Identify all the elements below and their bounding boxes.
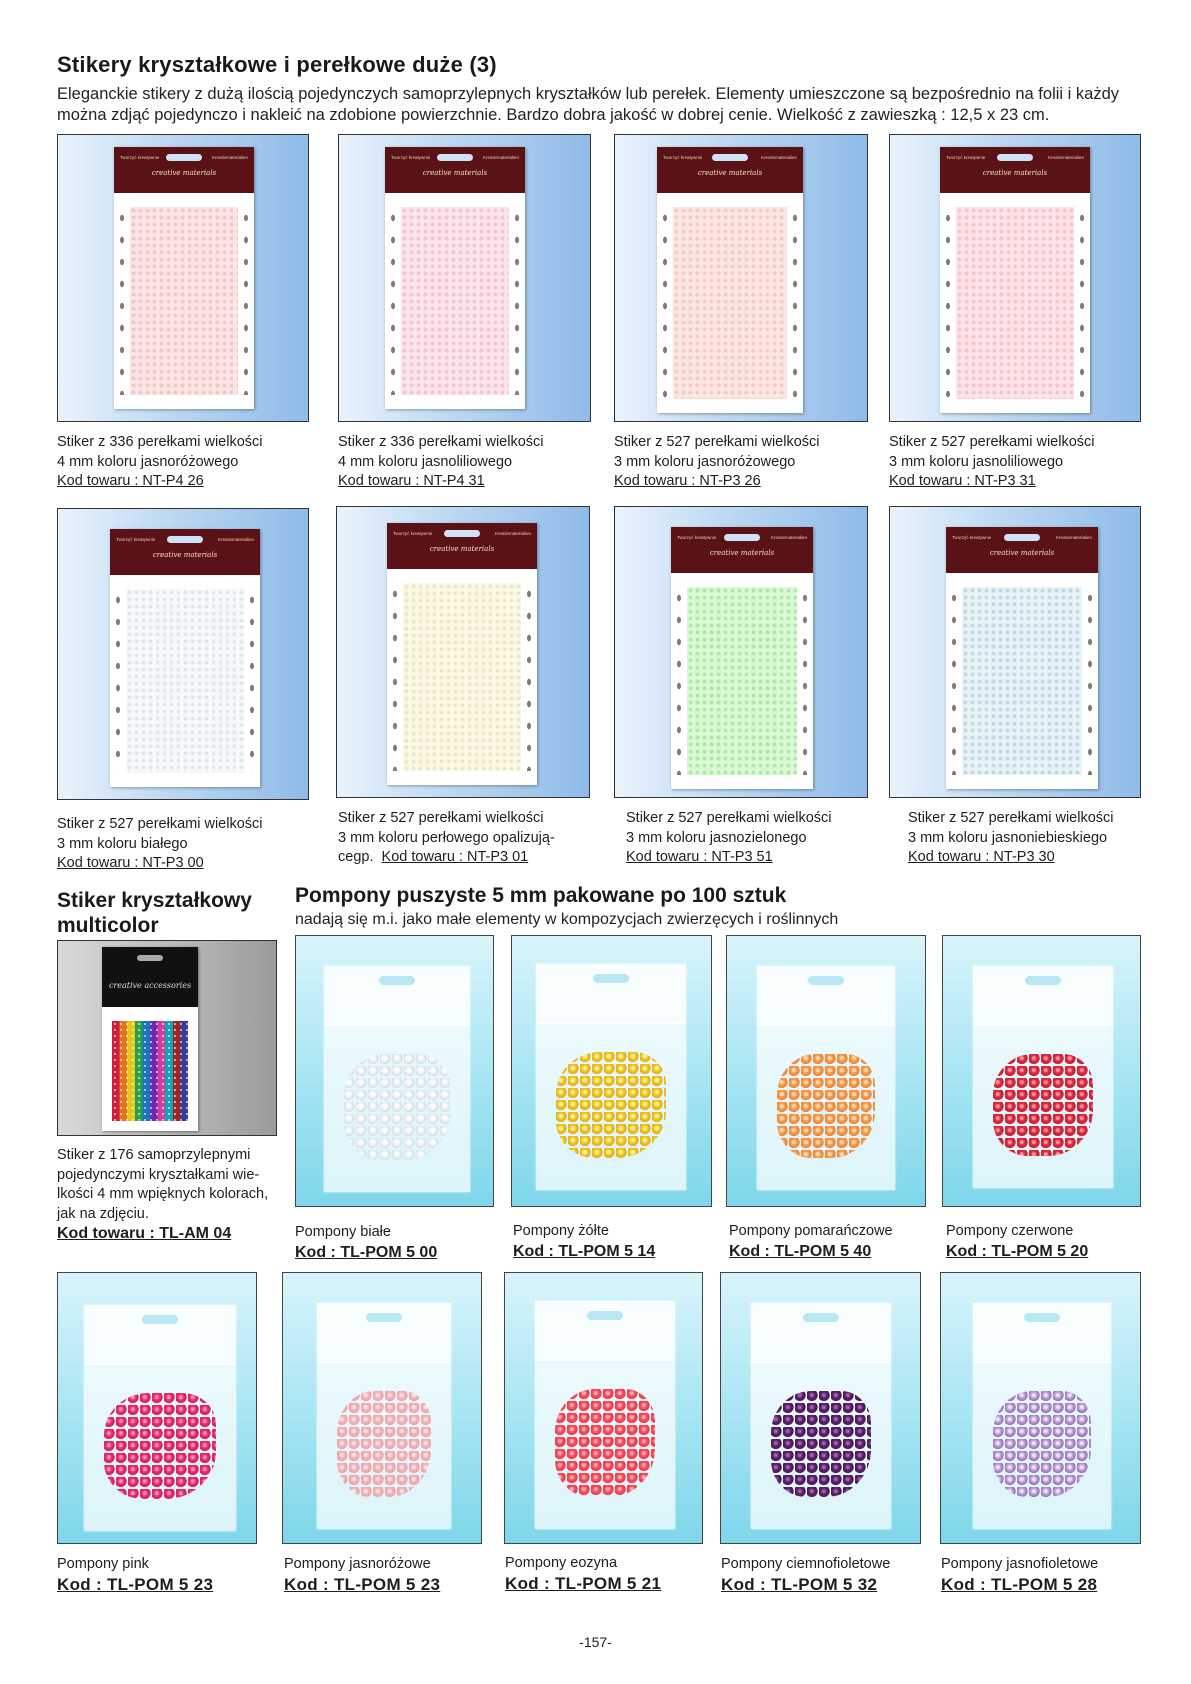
pompon-caption [729,1222,893,1261]
pompon-caption [941,1555,1098,1594]
product-code: Kod : TL-POM 5 23 [57,1574,214,1594]
caption-line: Stiker z 527 perełkami wielkości [626,810,832,826]
caption-line: 3 mm koloru jasnoróżowego [614,453,796,470]
pompon-caption [946,1222,1088,1261]
caption-line: Pompony jasnofioletowe [941,1556,1099,1572]
intro-text [57,84,1137,126]
pompon-bag [317,1303,451,1529]
sticker-photo [57,508,309,800]
caption-line: 3 mm koloru jasnozielonego [626,829,807,846]
multicolor-title [57,888,252,938]
pompon-photo [511,935,712,1207]
caption-line: Pompony pomarańczowe [729,1223,893,1239]
pearl-sheet [403,583,521,771]
pompon-bag [751,1303,891,1529]
product-code: Kod towaru : NT-P3 00 [57,855,204,871]
sticker-photo [889,134,1141,422]
pompon-bag [324,966,470,1192]
package-brand: creative materials [982,169,1048,177]
sticker-caption [57,815,263,874]
pompon-caption [721,1555,890,1594]
pompon-balls [993,1054,1093,1156]
intro-line: Eleganckie stikery z dużą ilością pojedynczych samoprzylepnych kryształków lub perełek. Elementy umieszczone są bezpośrednio na folii i każdy [57,85,1120,103]
sticker-caption [626,809,832,868]
pompon-balls [993,1391,1091,1497]
package-brand: creative materials [989,549,1055,557]
pearl-sheet [130,207,238,395]
caption-line: Stiker z 176 samoprzylepnymi [57,1147,251,1163]
pompon-balls [556,1052,666,1158]
pompon-bag [973,1303,1111,1529]
product-code: Kod : TL-POM 5 28 [941,1574,1098,1594]
pompon-caption [505,1554,661,1593]
caption-line: 3 mm koloru perłowego opalizują- [338,829,555,846]
caption-line: cegp. [338,849,374,865]
product-code: Kod : TL-POM 5 20 [946,1242,1089,1260]
pompony-subtitle: nadają się m.i. jako małe elementy w kompozycjach zwierzęcych i roślinnych [295,911,839,928]
pompon-balls [777,1054,875,1158]
pompon-bag [84,1305,236,1531]
product-code: Kod : TL-POM 5 23 [284,1574,441,1594]
sticker-package: Tworzyć kreatywnie Kreativmaterialien creative materials [387,523,537,785]
pompon-bag [973,966,1113,1188]
multicolor-photo [57,940,277,1136]
caption-line: Pompony jasnoróżowe [284,1556,431,1572]
package-brand: creative materials [151,169,217,177]
sticker-package: Tworzyć kreatywnie Kreativmaterialien creative materials [671,527,813,789]
product-code: Kod towaru : TL-AM 04 [57,1225,232,1242]
sticker-photo [336,506,590,798]
product-code: Kod : TL-POM 5 14 [513,1242,656,1260]
pearl-sheet [401,207,509,395]
pompon-photo [57,1272,257,1544]
product-code: Kod : TL-POM 5 40 [729,1242,872,1260]
sticker-photo [57,134,309,422]
package-brand: creative materials [709,549,775,557]
pearl-sheet [687,587,797,775]
pearl-sheet [956,207,1074,399]
pearl-sheet [673,207,787,399]
multicolor-title-line: Stiker kryształkowy [57,889,252,912]
pompon-balls [771,1391,871,1497]
product-code: Kod towaru : NT-P3 31 [889,473,1036,489]
caption-line: Stiker z 336 perełkami wielkości [338,434,544,450]
package-brand: creative materials [429,545,495,553]
pompon-bag [757,966,895,1190]
package-brand: creative accessories [108,981,192,990]
product-code: Kod towaru : NT-P3 30 [908,849,1055,865]
crystal-grid [112,1021,188,1121]
caption-line: Pompony eozyna [505,1555,618,1571]
sticker-caption [338,809,555,868]
pompon-caption [295,1223,437,1262]
caption-line: 4 mm koloru jasnoliliowego [338,453,513,470]
caption-line: jak na zdjęciu. [57,1205,149,1222]
pompon-caption [57,1555,213,1594]
pompon-photo [942,935,1141,1207]
pompon-balls [344,1054,450,1160]
product-code: Kod towaru : NT-P3 26 [614,473,761,489]
product-code: Kod : TL-POM 5 21 [505,1573,662,1593]
pompon-balls [104,1393,216,1499]
multicolor-package [102,947,198,1131]
caption-line: Stiker z 527 perełkami wielkości [338,810,544,826]
package-brand: creative materials [697,169,763,177]
product-code: Kod towaru : NT-P4 31 [338,473,485,489]
caption-line: Pompony czerwone [946,1223,1074,1239]
sticker-package: Tworzyć kreatywnie Kreativmaterialien creative materials [946,527,1098,789]
caption-line: Stiker z 527 perełkami wielkości [614,434,820,450]
page-number: -157- [579,1634,612,1650]
pompon-balls [555,1389,655,1497]
sticker-photo [614,506,868,798]
product-code: Kod : TL-POM 5 32 [721,1574,878,1594]
product-code: Kod towaru : NT-P3 01 [381,849,529,865]
pearl-sheet [126,589,244,773]
caption-line: Stiker z 527 perełkami wielkości [908,810,1114,826]
sticker-photo [338,134,591,422]
pompon-caption [284,1555,440,1594]
sticker-photo [614,134,868,422]
package-brand: creative materials [422,169,488,177]
multicolor-caption [57,1146,268,1244]
caption-line: Pompony pink [57,1556,149,1572]
sticker-package: Tworzyć kreatywnie Kreativmaterialien creative materials [385,147,525,409]
caption-line: 3 mm koloru białego [57,835,188,852]
pompon-balls [337,1391,431,1497]
page-title: Stikery kryształkowe i perełkowe duże (3) [57,52,497,77]
caption-line: Pompony żółte [513,1223,609,1239]
intro-line: można zdjąć pojedynczo i nakleić na zdobione powierzchnie. Bardzo dobra jakość w dobrej cenie. Wielkość z zawieszką : 12,5 x 23 cm. [57,106,1050,124]
caption-line: Stiker z 527 perełkami wielkości [57,816,263,832]
sticker-caption [57,433,263,492]
sticker-package: Tworzyć kreatywnie Kreativmaterialien creative materials [110,529,260,787]
caption-line: Stiker z 527 perełkami wielkości [889,434,1095,450]
sticker-package: Tworzyć kreatywnie Kreativmaterialien creative materials [940,147,1090,413]
pompon-photo [940,1272,1141,1544]
caption-line: Pompony ciemnofioletowe [721,1556,891,1572]
product-code: Kod : TL-POM 5 00 [295,1243,438,1261]
caption-line: Pompony białe [295,1224,391,1240]
sticker-caption [908,809,1114,868]
caption-line: Stiker z 336 perełkami wielkości [57,434,263,450]
package-brand: creative materials [152,551,218,559]
pompon-bag [535,1301,675,1529]
pompon-photo [295,935,494,1207]
multicolor-title-line: multicolor [57,914,159,937]
product-code: Kod towaru : NT-P3 51 [626,849,773,865]
sticker-caption [338,433,544,492]
pompon-caption [513,1222,655,1261]
product-code: Kod towaru : NT-P4 26 [57,473,204,489]
caption-line: 3 mm koloru jasnoniebieskiego [908,829,1108,846]
pearl-sheet [962,587,1082,775]
caption-line: lkości 4 mm wpięknych kolorach, [57,1186,269,1202]
caption-line: pojedynczymi kryształkami wie- [57,1166,260,1183]
pompon-photo [720,1272,921,1544]
caption-line: 4 mm koloru jasnoróżowego [57,453,239,470]
sticker-caption [614,433,820,492]
sticker-photo [889,506,1141,798]
pompon-photo [726,935,926,1207]
sticker-package: Tworzyć kreatywnie Kreativmaterialien creative materials [114,147,254,409]
pompon-photo [282,1272,482,1544]
sticker-package: Tworzyć kreatywnie Kreativmaterialien creative materials [657,147,803,413]
pompon-photo [504,1272,703,1544]
pompony-title: Pompony puszyste 5 mm pakowane po 100 sztuk [295,884,787,907]
pompon-bag [536,964,686,1190]
caption-line: 3 mm koloru jasnoliliowego [889,453,1064,470]
sticker-caption [889,433,1095,492]
